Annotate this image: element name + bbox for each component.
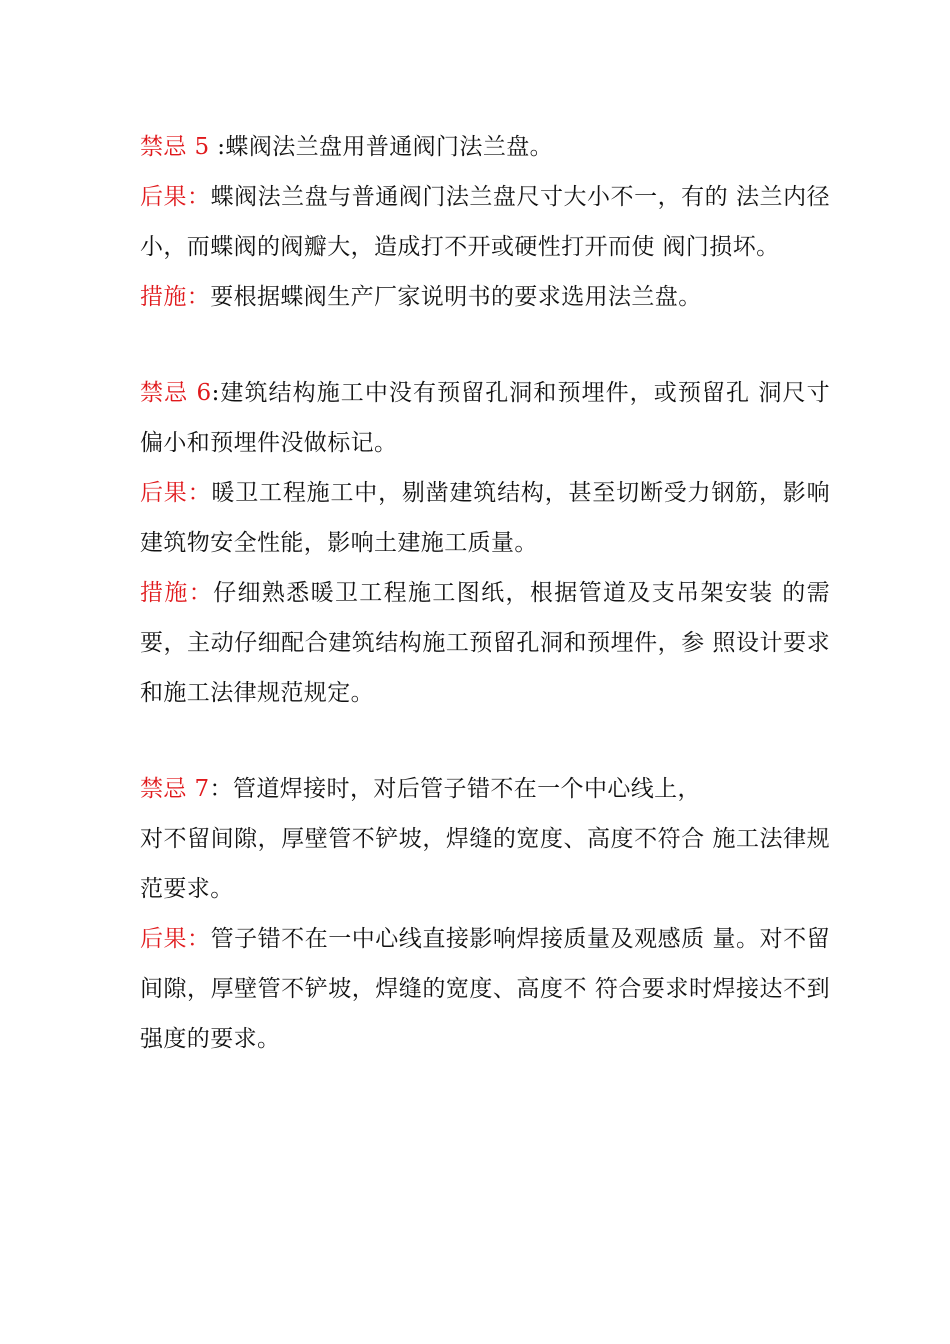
measure-text: 要根据蝶阀生产厂家说明书的要求选用法兰盘。 (210, 284, 702, 310)
taboo-text: :蝶阀法兰盘用普通阀门法兰盘。 (217, 134, 554, 160)
section-taboo-6 (140, 368, 830, 718)
taboo-label: 禁忌 6 (140, 380, 212, 406)
consequence-text: 管子错不在一中心线直接影响焊接质量及观感质 量。对不留间隙，厚壁管不铲坡，焊缝的宽度、高度不 符合要求时焊接达不到强度的要求。 (140, 926, 830, 1052)
section-taboo-5 (140, 122, 830, 322)
taboo-continuation-paragraph (140, 814, 830, 914)
measure-text: 仔细熟悉暖卫工程施工图纸，根据管道及支吊架安装 的需要，主动仔细配合建筑结构施工预留孔洞和预埋件，参 照设计要求和施工法律规范规定。 (140, 580, 830, 706)
consequence-text: 蝶阀法兰盘与普通阀门法兰盘尺寸大小不一，有的 法兰内径小，而蝶阀的阀瓣大，造成打不开或硬性打开而使 阀门损坏。 (140, 184, 830, 260)
taboo-text: :建筑结构施工中没有预留孔洞和预埋件，或预留孔 洞尺寸偏小和预埋件没做标记。 (140, 380, 830, 456)
measure-paragraph (140, 272, 830, 322)
taboo-7-heading (140, 764, 830, 814)
taboo-continuation-text: 对不留间隙，厚壁管不铲坡，焊缝的宽度、高度不符合 施工法律规范要求。 (140, 826, 830, 902)
taboo-label: 禁忌 5 (140, 134, 218, 160)
consequence-text: 暖卫工程施工中，剔凿建筑结构，甚至切断受力钢筋，影响建筑物安全性能，影响土建施工质量。 (140, 480, 830, 556)
consequence-label: 后果： (140, 926, 211, 952)
taboo-label: 禁忌 7 (140, 776, 210, 802)
taboo-5-heading (140, 122, 830, 172)
consequence-label: 后果： (140, 184, 211, 210)
section-taboo-7 (140, 764, 830, 1064)
measure-label: 措施： (140, 580, 214, 606)
document-content (140, 122, 830, 1064)
consequence-paragraph (140, 172, 830, 272)
measure-paragraph (140, 568, 830, 718)
consequence-paragraph (140, 914, 830, 1064)
taboo-6-heading (140, 368, 830, 468)
measure-label: 措施： (140, 284, 211, 310)
consequence-label: 后果： (140, 480, 212, 506)
consequence-paragraph (140, 468, 830, 568)
taboo-text: ：管道焊接时，对后管子错不在一个中心线上， (209, 776, 701, 802)
